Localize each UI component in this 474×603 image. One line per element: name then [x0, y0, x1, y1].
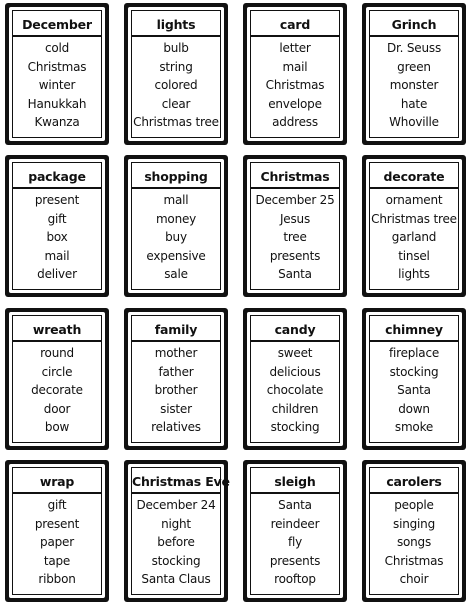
- card-face: [9, 464, 105, 598]
- title-divider: [370, 187, 458, 189]
- taboo-word: string: [159, 59, 193, 74]
- card-border: [12, 467, 102, 595]
- taboo-word: December 25: [255, 193, 335, 207]
- card-title: decorate: [383, 169, 445, 184]
- taboo-word: delicious: [269, 364, 321, 379]
- card-face: [128, 7, 224, 141]
- taboo-word-list: [13, 344, 101, 437]
- card-border: [250, 315, 340, 443]
- taboo-word: reindeer: [270, 516, 320, 531]
- taboo-word: Santa: [278, 498, 312, 512]
- taboo-word: sweet: [277, 346, 313, 360]
- taboo-word: Whoville: [389, 115, 439, 130]
- taboo-word: monster: [389, 78, 439, 93]
- card-border: [131, 467, 230, 595]
- taboo-word: presents: [269, 553, 321, 568]
- card-border: [12, 10, 102, 138]
- title-divider: [13, 340, 101, 342]
- card-face: [247, 312, 343, 446]
- card-face: [247, 159, 343, 293]
- taboo-word-list: [13, 39, 101, 132]
- taboo-word: sister: [160, 401, 192, 416]
- word-card: [5, 460, 109, 602]
- taboo-word: bow: [44, 420, 70, 435]
- taboo-word: bulb: [163, 41, 189, 55]
- word-card: [124, 155, 228, 297]
- taboo-word: mall: [163, 193, 189, 207]
- taboo-word: stocking: [270, 420, 320, 435]
- card-face: [247, 464, 343, 598]
- card-title: Christmas Eve: [132, 474, 230, 489]
- taboo-word: Santa Claus: [141, 572, 211, 587]
- taboo-word: door: [43, 401, 71, 416]
- card-face: [247, 7, 343, 141]
- taboo-word: Christmas: [27, 59, 87, 74]
- card-border: [369, 10, 459, 138]
- taboo-word: clear: [161, 96, 191, 111]
- taboo-word: money: [155, 211, 197, 226]
- taboo-word: hate: [400, 96, 428, 111]
- word-card: [243, 155, 347, 297]
- card-face: [128, 312, 224, 446]
- taboo-word: stocking: [151, 553, 201, 568]
- word-card: [362, 155, 466, 297]
- card-title: wreath: [32, 322, 82, 337]
- taboo-word: smoke: [394, 420, 434, 435]
- card-border: [250, 10, 340, 138]
- taboo-word: Christmas tree: [133, 115, 219, 130]
- taboo-word-list: [370, 344, 458, 437]
- taboo-word: presents: [269, 248, 321, 263]
- taboo-word: father: [158, 364, 194, 379]
- taboo-word: Jesus: [279, 211, 311, 226]
- card-face: [366, 464, 462, 598]
- taboo-word: circle: [41, 364, 73, 379]
- taboo-word: buy: [165, 230, 187, 245]
- word-card: [124, 460, 228, 602]
- taboo-word: singing: [393, 516, 435, 531]
- taboo-word: address: [272, 115, 318, 130]
- title-divider: [251, 492, 339, 494]
- taboo-word: paper: [40, 535, 74, 550]
- card-face: [9, 159, 105, 293]
- taboo-word: tape: [43, 553, 71, 568]
- card-title: package: [28, 169, 86, 184]
- word-card: [5, 3, 109, 145]
- card-title: chimney: [385, 322, 443, 337]
- taboo-word: mail: [44, 248, 70, 263]
- taboo-word: decorate: [31, 383, 83, 398]
- taboo-word: night: [161, 516, 191, 531]
- card-title: lights: [156, 17, 196, 32]
- word-card: [243, 460, 347, 602]
- taboo-word: present: [34, 516, 80, 531]
- title-divider: [13, 492, 101, 494]
- taboo-word-list: [13, 496, 101, 589]
- taboo-word: chocolate: [266, 383, 324, 398]
- word-card: [362, 308, 466, 450]
- word-card: [243, 308, 347, 450]
- title-divider: [13, 187, 101, 189]
- taboo-word-list: [13, 191, 101, 284]
- card-face: [128, 464, 230, 598]
- taboo-word: present: [34, 193, 80, 207]
- taboo-word: cold: [44, 41, 70, 55]
- word-card: [5, 155, 109, 297]
- taboo-word-list: [132, 344, 220, 437]
- card-title: December: [22, 17, 92, 32]
- taboo-word: before: [157, 535, 195, 550]
- taboo-word: Santa: [397, 383, 431, 398]
- card-title: card: [279, 17, 311, 32]
- taboo-word: envelope: [268, 96, 322, 111]
- taboo-word: Christmas tree: [371, 211, 457, 226]
- taboo-word: relatives: [151, 420, 201, 435]
- taboo-word: deliver: [37, 267, 77, 282]
- taboo-word: colored: [154, 78, 198, 93]
- taboo-word: brother: [154, 383, 198, 398]
- taboo-word: gift: [47, 498, 67, 512]
- title-divider: [132, 187, 220, 189]
- taboo-word: sale: [164, 267, 188, 282]
- taboo-word-list: [251, 39, 339, 132]
- taboo-word: ornament: [385, 193, 443, 207]
- card-face: [366, 7, 462, 141]
- taboo-word: winter: [38, 78, 76, 93]
- taboo-word-list: [251, 344, 339, 437]
- taboo-word: Dr. Seuss: [386, 41, 441, 55]
- taboo-word: green: [397, 59, 431, 74]
- taboo-word: letter: [279, 41, 311, 55]
- title-divider: [370, 340, 458, 342]
- taboo-word: expensive: [146, 248, 206, 263]
- card-title: Christmas: [260, 169, 330, 184]
- taboo-word: garland: [391, 230, 437, 245]
- card-border: [12, 162, 102, 290]
- card-title: family: [154, 322, 198, 337]
- card-border: [12, 315, 102, 443]
- taboo-word-list: [370, 496, 458, 589]
- card-title: wrap: [39, 474, 75, 489]
- card-title: shopping: [144, 169, 208, 184]
- taboo-word: tinsel: [398, 248, 430, 263]
- card-title: Grinch: [391, 17, 437, 32]
- card-border: [131, 315, 221, 443]
- card-title: sleigh: [274, 474, 316, 489]
- taboo-word: gift: [47, 211, 67, 226]
- taboo-word-list: [132, 39, 220, 132]
- word-card: [243, 3, 347, 145]
- card-face: [9, 312, 105, 446]
- taboo-word: Kwanza: [34, 115, 80, 130]
- taboo-word: children: [271, 401, 319, 416]
- taboo-word: down: [398, 401, 430, 416]
- taboo-word-list: [132, 496, 220, 589]
- card-title: candy: [274, 322, 316, 337]
- taboo-word: mail: [282, 59, 308, 74]
- title-divider: [370, 492, 458, 494]
- card-border: [369, 315, 459, 443]
- card-face: [9, 7, 105, 141]
- taboo-word: choir: [399, 572, 429, 587]
- title-divider: [132, 492, 220, 494]
- taboo-word-list: [370, 39, 458, 132]
- taboo-word: tree: [283, 230, 307, 245]
- taboo-word: Hanukkah: [27, 96, 87, 111]
- taboo-word-list: [251, 191, 339, 284]
- title-divider: [132, 340, 220, 342]
- card-title: carolers: [386, 474, 442, 489]
- taboo-word: lights: [398, 267, 430, 282]
- title-divider: [370, 35, 458, 37]
- word-card: [124, 3, 228, 145]
- taboo-word: fireplace: [388, 346, 440, 360]
- taboo-word: Santa: [278, 267, 312, 282]
- taboo-word: fly: [287, 535, 303, 550]
- card-border: [131, 10, 221, 138]
- taboo-word: Christmas: [384, 553, 444, 568]
- word-card: [362, 460, 466, 602]
- card-border: [131, 162, 221, 290]
- word-card: [124, 308, 228, 450]
- taboo-word: songs: [396, 535, 432, 550]
- taboo-word-list: [370, 191, 458, 284]
- card-border: [369, 467, 459, 595]
- taboo-word: mother: [154, 346, 198, 360]
- title-divider: [132, 35, 220, 37]
- title-divider: [251, 187, 339, 189]
- taboo-word: round: [40, 346, 74, 360]
- card-face: [366, 312, 462, 446]
- card-border: [250, 162, 340, 290]
- title-divider: [13, 35, 101, 37]
- taboo-word: December 24: [136, 498, 216, 512]
- taboo-word: ribbon: [38, 572, 76, 587]
- card-border: [250, 467, 340, 595]
- card-face: [366, 159, 462, 293]
- taboo-word: rooftop: [274, 572, 316, 587]
- taboo-word: Christmas: [265, 78, 325, 93]
- title-divider: [251, 35, 339, 37]
- card-border: [369, 162, 459, 290]
- word-card: [5, 308, 109, 450]
- taboo-word-list: [251, 496, 339, 589]
- title-divider: [251, 340, 339, 342]
- taboo-word: box: [46, 230, 68, 245]
- card-face: [128, 159, 224, 293]
- taboo-word: people: [394, 498, 434, 512]
- taboo-word: stocking: [389, 364, 439, 379]
- taboo-word-list: [132, 191, 220, 284]
- word-card: [362, 3, 466, 145]
